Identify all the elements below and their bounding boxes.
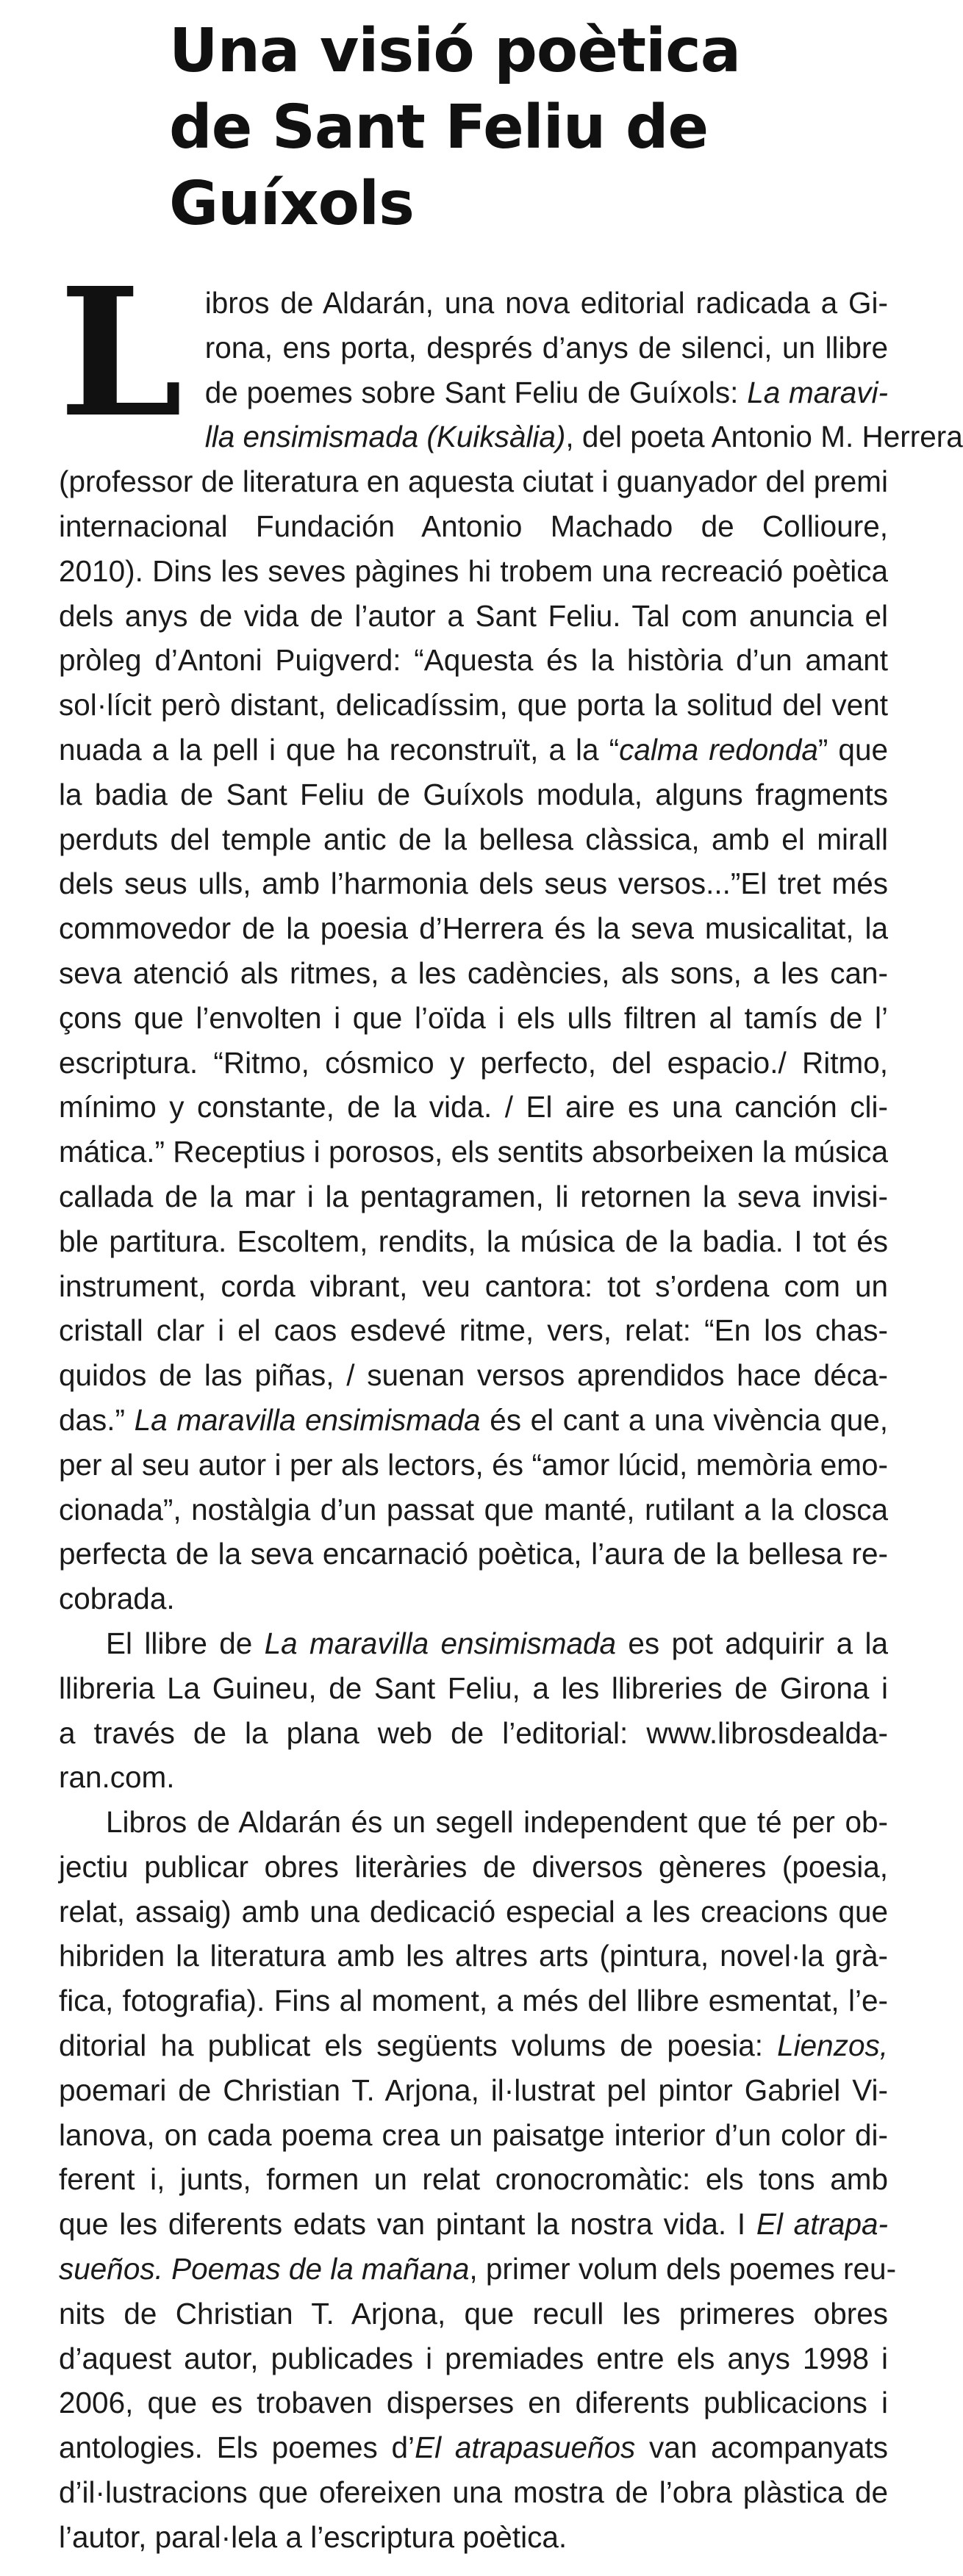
text-line: das.” La maravilla ensimismada és el cant a una vivència que, — [59, 1402, 888, 1437]
text-line: jectiu publicar obres literàries de diversos gèneres (poesia, — [59, 1849, 888, 1884]
text-line: ble partitura. Escoltem, rendits, la música de la badia. I tot és — [59, 1224, 888, 1258]
text-line: per al seu autor i per als lectors, és “amor lúcid, memòria emo- — [59, 1447, 888, 1482]
text-line: pròleg d’Antoni Puigverd: “Aquesta és la història d’un amant — [59, 643, 888, 678]
text-line: ran.com. — [59, 1760, 175, 1795]
text-line: perduts del temple antic de la bellesa clàssica, amb el mirall — [59, 822, 888, 856]
text-line: sol·lícit però distant, delicadíssim, que porta la solitud del vent — [59, 688, 888, 722]
text-line: 2010). Dins les seves pàgines hi trobem una recreació poètica — [59, 553, 888, 588]
text-line: çons que l’envolten i que l’oïda i els ulls filtren al tamís de l’ — [59, 1000, 888, 1035]
text-line: perfecta de la seva encarnació poètica, l’aura de la bellesa re- — [59, 1537, 888, 1571]
text-line: ibros de Aldarán, una nova editorial radicada a Gi- — [204, 286, 888, 320]
drop-cap: L — [59, 249, 183, 456]
text-line: 2006, que es trobaven disperses en diferents publicacions i — [59, 2386, 888, 2420]
text-line: d’il·lustracions que ofereixen una mostra de l’obra plàstica de — [59, 2475, 888, 2510]
text-line: lanova, on cada poema crea un paisatge interior d’un color di- — [59, 2117, 888, 2152]
text-line: instrument, corda vibrant, veu cantora: tot s’ordena com un — [59, 1269, 888, 1303]
text-line: d’aquest autor, publicades i premiades entre els anys 1998 i — [59, 2341, 888, 2375]
text-line: hibriden la literatura amb les altres arts (pintura, novel·la grà- — [59, 1939, 888, 1973]
text-line: internacional Fundación Antonio Machado de Collioure, — [59, 509, 888, 543]
text-line: ditorial ha publicat els següents volums de poesia: Lienzos, — [59, 2028, 888, 2063]
text-line: rona, ens porta, després d’anys de silenci, un llibre — [204, 330, 888, 365]
text-line: quidos de las piñas, / suenan versos aprendidos hace déca- — [59, 1358, 888, 1393]
article-body — [59, 249, 963, 2560]
text-line: commovedor de la poesia d’Herrera és la seva musicalitat, la — [59, 911, 888, 946]
text-line: la badia de Sant Feliu de Guíxols modula, alguns fragments — [59, 777, 888, 811]
headline-line: de Sant Feliu de — [169, 93, 709, 162]
text-line: (professor de literatura en aquesta ciutat i guanyador del premi — [59, 464, 888, 499]
text-line: de poemes sobre Sant Feliu de Guíxols: La maravi- — [204, 375, 888, 409]
text-line: escriptura. “Ritmo, cósmico y perfecto, del espacio./ Ritmo, — [59, 1045, 888, 1080]
text-line: dels anys de vida de l’autor a Sant Feliu. Tal com anuncia el — [59, 598, 888, 633]
text-line: poemari de Christian T. Arjona, il·lustrat pel pintor Gabriel Vi- — [59, 2073, 888, 2107]
paragraph-availability — [59, 1621, 888, 1800]
article-headline — [169, 13, 875, 243]
text-line: fica, fotografia). Fins al moment, a més del llibre esmentat, l’e- — [59, 1984, 888, 2018]
paragraph-intro — [59, 249, 963, 1621]
text-line: mínimo y constante, de la vida. / El aire es una canción cli- — [59, 1090, 888, 1124]
headline-line: Una visió poètica — [169, 16, 741, 86]
text-line: lla ensimismada (Kuiksàlia), del poeta Antonio M. Herrera — [204, 420, 963, 454]
text-line: seva atenció als ritmes, a les cadències, als sons, a les can- — [59, 955, 888, 990]
text-line: mática.” Receptius i porosos, els sentits absorbeixen la música — [59, 1135, 888, 1169]
text-line: sueños. Poemas de la mañana, primer volum dels poemes reu- — [59, 2252, 897, 2286]
text-line: relat, assaig) amb una dedicació especial a les creacions que — [59, 1894, 888, 1929]
text-line: Libros de Aldarán és un segell independent que té per ob- — [106, 1805, 888, 1840]
text-line: cionada”, nostàlgia d’un passat que manté, rutilant a la closca — [59, 1492, 888, 1526]
text-line: a través de la plana web de l’editorial: www.librosdealda- — [59, 1715, 888, 1750]
text-line: que les diferents edats van pintant la nostra vida. I El atrapa- — [59, 2207, 888, 2242]
text-line: ferent i, junts, formen un relat cronocromàtic: els tons amb — [59, 2162, 888, 2197]
text-line: llibreria La Guineu, de Sant Feliu, a les llibreries de Girona i — [59, 1671, 888, 1705]
text-line: l’autor, paral·lela a l’escriptura poètica. — [59, 2519, 568, 2554]
text-line: nits de Christian T. Arjona, que recull les primeres obres — [59, 2296, 888, 2331]
headline-line: Guíxols — [169, 169, 414, 239]
text-line: callada de la mar i la pentagramen, li retornen la seva invisi- — [59, 1179, 888, 1213]
text-line: El llibre de La maravilla ensimismada es pot adquirir a la — [106, 1626, 888, 1660]
text-line: cristall clar i el caos esdevé ritme, vers, relat: “En los chas- — [59, 1313, 888, 1348]
text-line: antologies. Els poemes d’El atrapasueños van acompanyats — [59, 2430, 888, 2465]
paragraph-publisher — [59, 1800, 897, 2560]
text-line: dels seus ulls, amb l’harmonia dels seus versos...”El tret més — [59, 867, 888, 901]
text-line: nuada a la pell i que ha reconstruït, a la “calma redonda” que — [59, 732, 889, 767]
text-line: cobrada. — [59, 1582, 175, 1616]
